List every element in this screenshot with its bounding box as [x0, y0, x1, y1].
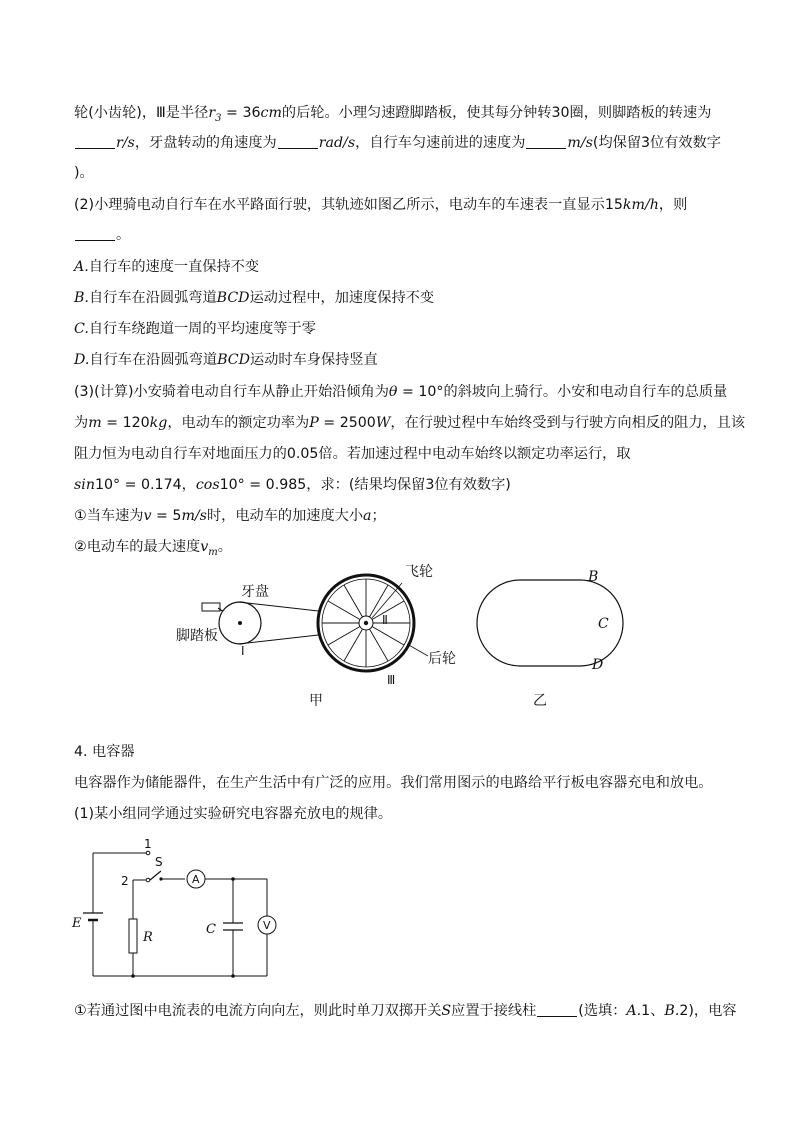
q3-line2	[74, 133, 721, 153]
circuit-label-2: 2	[121, 874, 129, 888]
q3-line15	[74, 537, 232, 563]
text-segment: (选填：	[578, 1003, 627, 1019]
subscript: 3	[215, 112, 222, 124]
q3-line10	[74, 382, 727, 402]
q4-sub1: (1)某小组同学通过实验研究电容器充放电的规律。	[74, 806, 393, 822]
option-text: 自行车绕跑道一周的平均速度等于零	[88, 321, 316, 337]
circuit-label-1: 1	[144, 837, 152, 851]
text-segment: 。	[217, 539, 232, 555]
label-point-b: B	[588, 569, 599, 585]
answer-blank-1[interactable]	[75, 134, 115, 149]
circuit-diagram	[64, 836, 294, 986]
label-jiao-ta-ban: 脚踏板	[176, 628, 218, 644]
func-sin: sin	[74, 477, 95, 493]
var-v: v	[143, 508, 152, 524]
unit: kg	[149, 415, 168, 431]
q3-line1	[74, 103, 711, 129]
option-c[interactable]	[74, 319, 316, 339]
label-roman-3: Ⅲ	[387, 673, 396, 687]
option-letter: A.	[626, 1003, 642, 1019]
option-letter: B.	[74, 290, 89, 306]
q4-intro: 电容器作为储能器件，在生产生活中有广泛的应用。我们常用图示的电路给平行板电容器充电和放电。	[74, 775, 713, 791]
text-segment: = 120	[101, 415, 150, 431]
label-roman-1: Ⅰ	[241, 644, 245, 658]
q3-line14	[74, 506, 386, 526]
freewheel-center	[364, 621, 368, 625]
text-segment: 2)，电容	[679, 1003, 737, 1019]
var: BCD	[216, 290, 250, 306]
text-segment: = 5	[151, 508, 182, 524]
unit: r/s	[116, 135, 135, 151]
text-segment: ，在行驶过程中车始终受到与行驶方向相反的阻力，且该	[390, 415, 746, 431]
label-fei-lun: 飞轮	[405, 564, 433, 580]
caption-yi: 乙	[533, 693, 547, 709]
text-segment: 10° = 0.985，求：(结果均保留3位有效数字)	[219, 477, 511, 493]
unit: m/s	[567, 135, 593, 151]
var-s: S	[441, 1003, 452, 1019]
circuit-label-s: S	[155, 855, 163, 869]
answer-blank-3[interactable]	[526, 134, 566, 149]
text-segment: ，自行车匀速前进的速度为	[355, 135, 526, 151]
option-text: 运动过程中，加速度保持不变	[249, 290, 435, 306]
answer-blank-5[interactable]	[537, 1002, 577, 1017]
text-segment: 10° = 0.174，	[94, 477, 196, 493]
var-m: m	[88, 415, 102, 431]
var-p: P	[309, 415, 319, 431]
q3-line4	[74, 195, 687, 215]
var-v: v	[200, 539, 209, 555]
label-ya-pan: 牙盘	[241, 584, 269, 600]
text-segment: ；	[371, 508, 386, 524]
answer-blank-4[interactable]	[75, 226, 115, 241]
text-segment: 轮(小齿轮)，Ⅲ是半径	[74, 105, 209, 121]
q3-line3: )。	[74, 165, 94, 181]
chainring-center	[238, 621, 242, 625]
label-point-d: D	[592, 657, 604, 673]
circuit-label-a: A	[192, 873, 200, 886]
circuit-label-r: R	[143, 930, 153, 945]
text-segment: ，牙盘转动的角速度为	[134, 135, 277, 151]
func-cos: cos	[195, 477, 220, 493]
q3-line11	[74, 413, 745, 433]
option-b[interactable]	[74, 288, 434, 308]
bicycle-figure	[160, 560, 640, 710]
q3-line5	[74, 225, 130, 245]
label-point-c: C	[598, 616, 609, 632]
answer-blank-2[interactable]	[278, 134, 318, 149]
q4-title: 4. 电容器	[74, 744, 135, 760]
text-segment: ②电动车的最大速度	[74, 539, 201, 555]
caption-jia: 甲	[309, 693, 323, 709]
subscript: m	[208, 546, 218, 558]
leader-hou-lun	[407, 644, 428, 656]
option-text: 自行车在沿圆弧弯道	[89, 352, 218, 368]
option-letter: C.	[74, 321, 89, 337]
unit: m/s	[181, 508, 207, 524]
option-letter: D.	[74, 352, 90, 368]
circuit-label-v: V	[263, 919, 271, 932]
text-segment: ①若通过图中电流表的电流方向向左，则此时单刀双掷开关	[74, 1003, 442, 1019]
option-text: 运动时车身保持竖直	[250, 352, 378, 368]
text-segment: 为	[74, 415, 89, 431]
option-text: 自行车在沿圆弧弯道	[88, 290, 217, 306]
q4-last-line	[74, 1001, 736, 1021]
label-hou-lun: 后轮	[428, 651, 456, 667]
text-segment: 应置于接线柱	[451, 1003, 537, 1019]
text-segment: 。	[116, 227, 131, 243]
label-roman-2: Ⅱ	[382, 613, 388, 627]
option-d[interactable]	[74, 350, 378, 370]
unit: km/h	[622, 197, 659, 213]
var-r: r	[208, 105, 216, 121]
unit: W	[375, 415, 391, 431]
circuit-label-c: C	[206, 922, 216, 937]
text-segment: ①当车速为	[74, 508, 144, 524]
unit: cm	[260, 105, 282, 121]
var-a: a	[363, 508, 372, 524]
text-segment: (3)(计算)小安骑着电动自行车从静止开始沿倾角为	[74, 384, 389, 400]
unit: rad/s	[318, 135, 356, 151]
text-segment: 的后轮。小理匀速蹬脚踏板，使其每分钟转30圈，则脚踏板的转速为	[281, 105, 712, 121]
q3-line12: 阻力恒为电动自行车对地面压力的0.05倍。若加速过程中电动车始终以额定功率运行，取	[74, 446, 631, 462]
text-segment: ，电动车的额定功率为	[167, 415, 310, 431]
pedal-shape	[202, 603, 220, 611]
text-segment: = 36	[221, 105, 261, 121]
text-segment: = 2500	[318, 415, 376, 431]
option-letter: B.	[664, 1003, 680, 1019]
text-segment: (均保留3位有效数字	[592, 135, 721, 151]
text-segment: ，则	[658, 197, 688, 213]
text-segment: (2)小理骑电动自行车在水平路面行驶，其轨迹如图乙所示，电动车的车速表一直显示15	[74, 197, 623, 213]
option-text: 自行车的速度一直保持不变	[88, 259, 260, 275]
q3-line13	[74, 475, 511, 495]
text-segment: = 10°的斜坡向上骑行。小安和电动自行车的总质量	[397, 384, 728, 400]
circuit-label-e: E	[72, 916, 82, 931]
text-segment: 时，电动车的加速度大小	[206, 508, 364, 524]
option-a[interactable]	[74, 257, 259, 277]
var-theta: θ	[388, 384, 398, 400]
text-segment: 1、	[641, 1003, 665, 1019]
option-letter: A.	[74, 259, 89, 275]
var: BCD	[217, 352, 251, 368]
